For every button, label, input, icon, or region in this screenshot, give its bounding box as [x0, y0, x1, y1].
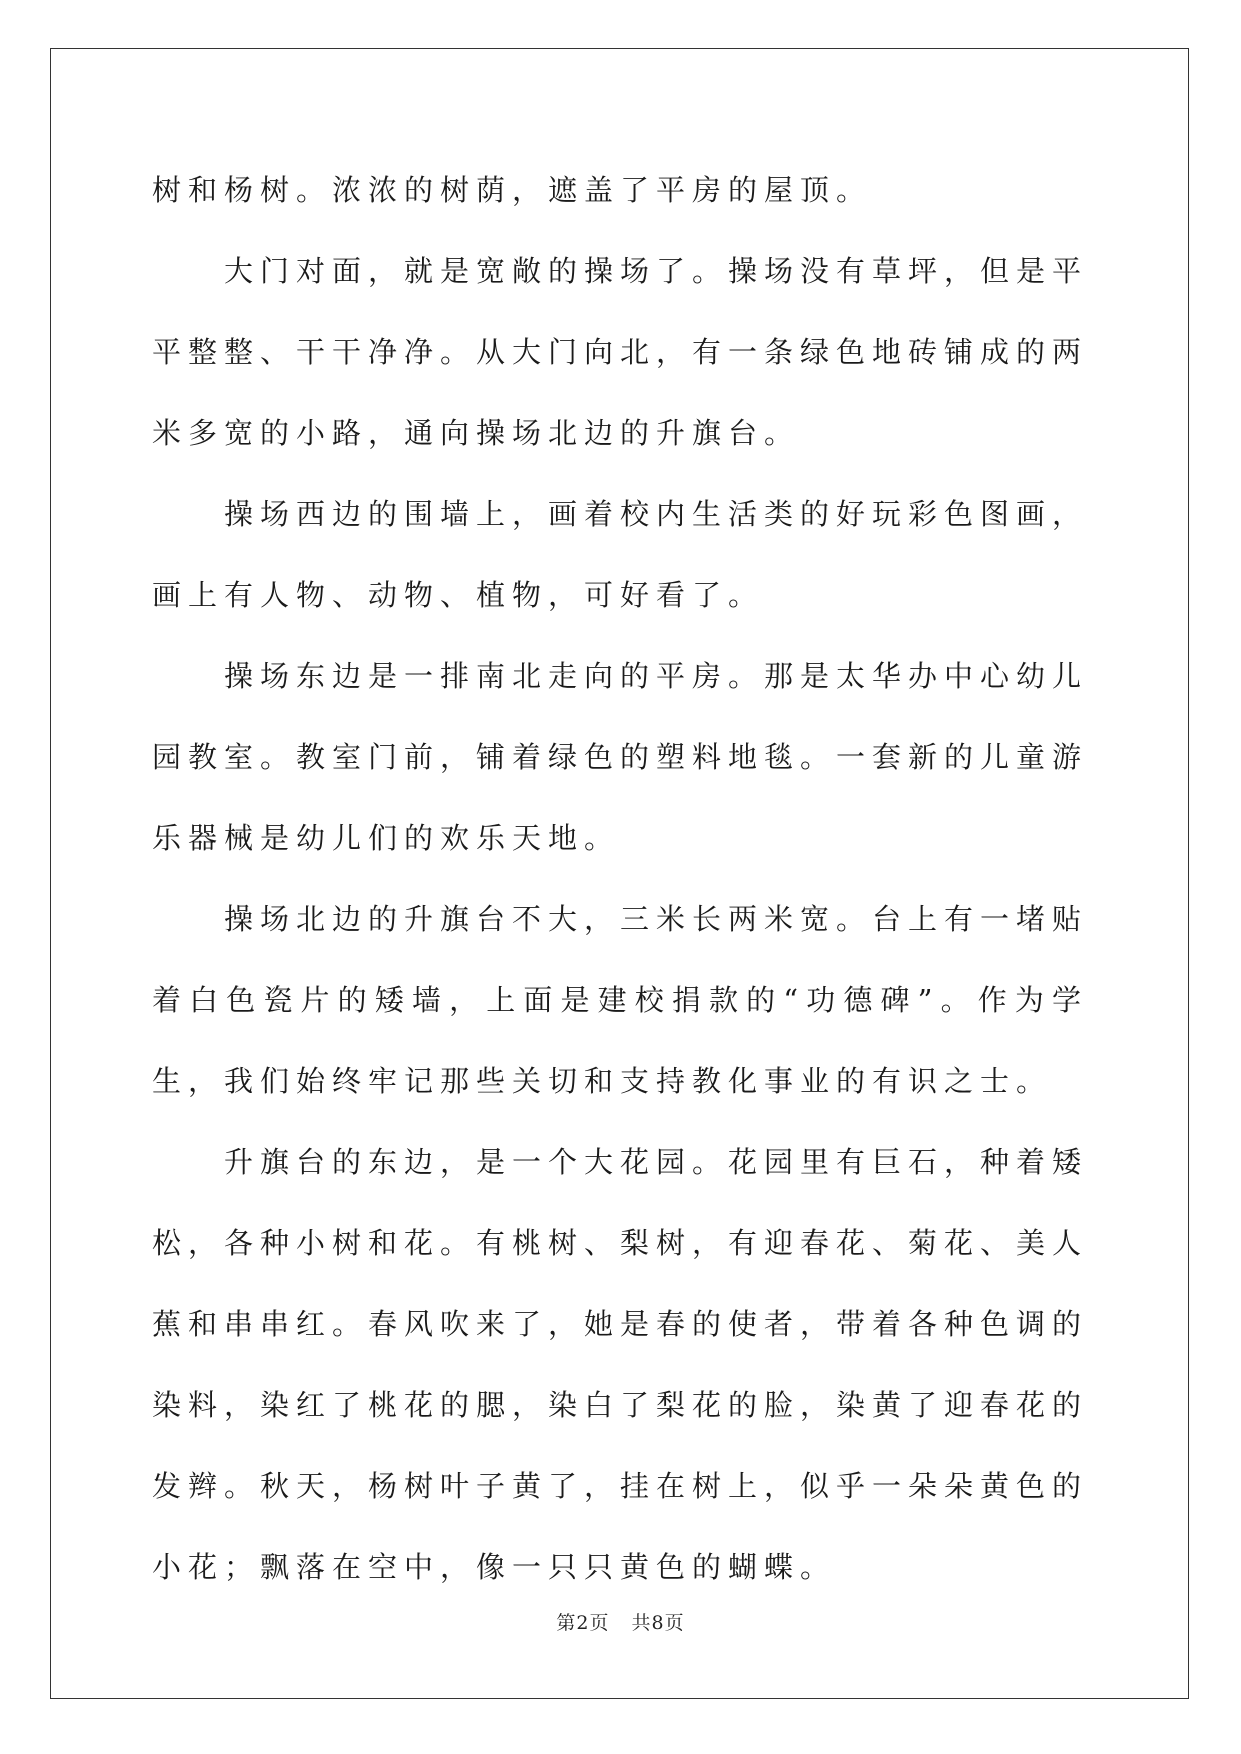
paragraph: 大门对面，就是宽敞的操场了。操场没有草坪，但是平平整整、干干净净。从大门向北，有一条绿色地砖铺成的两米多宽的小路，通向操场北边的升旗台。: [152, 254, 1089, 450]
page-total: 共8页: [631, 1612, 685, 1634]
document-body: [152, 150, 1088, 1608]
paragraph: 操场东边是一排南北走向的平房。那是太华办中心幼儿园教室。教室门前，铺着绿色的塑料地毯。一套新的儿童游乐器械是幼儿们的欢乐天地。: [152, 659, 1089, 855]
paragraph: 升旗台的东边，是一个大花园。花园里有巨石，种着矮松，各种小树和花。有桃树、梨树，有迎春花、菊花、美人蕉和串串红。春风吹来了，她是春的使者，带着各种色调的染料，染红了桃花的腮，染白了梨花的脸，染黄了迎春花的发辫。秋天，杨树叶子黄了，挂在树上，似乎一朵朵黄色的小花；飘落在空中，像一只只黄色的蝴蝶。: [152, 1145, 1089, 1584]
paragraph: 操场西边的围墙上，画着校内生活类的好玩彩色图画，画上有人物、动物、植物，可好看了。: [152, 497, 1089, 612]
page-footer: [0, 1608, 1241, 1635]
paragraph: 操场北边的升旗台不大，三米长两米宽。台上有一堵贴着白色瓷片的矮墙，上面是建校捐款的“功德碑”。作为学生，我们始终牢记那些关切和支持教化事业的有识之士。: [152, 902, 1089, 1098]
paragraph: 树和杨树。浓浓的树荫，遮盖了平房的屋顶。: [152, 173, 873, 207]
page-number: 第2页: [556, 1612, 610, 1634]
